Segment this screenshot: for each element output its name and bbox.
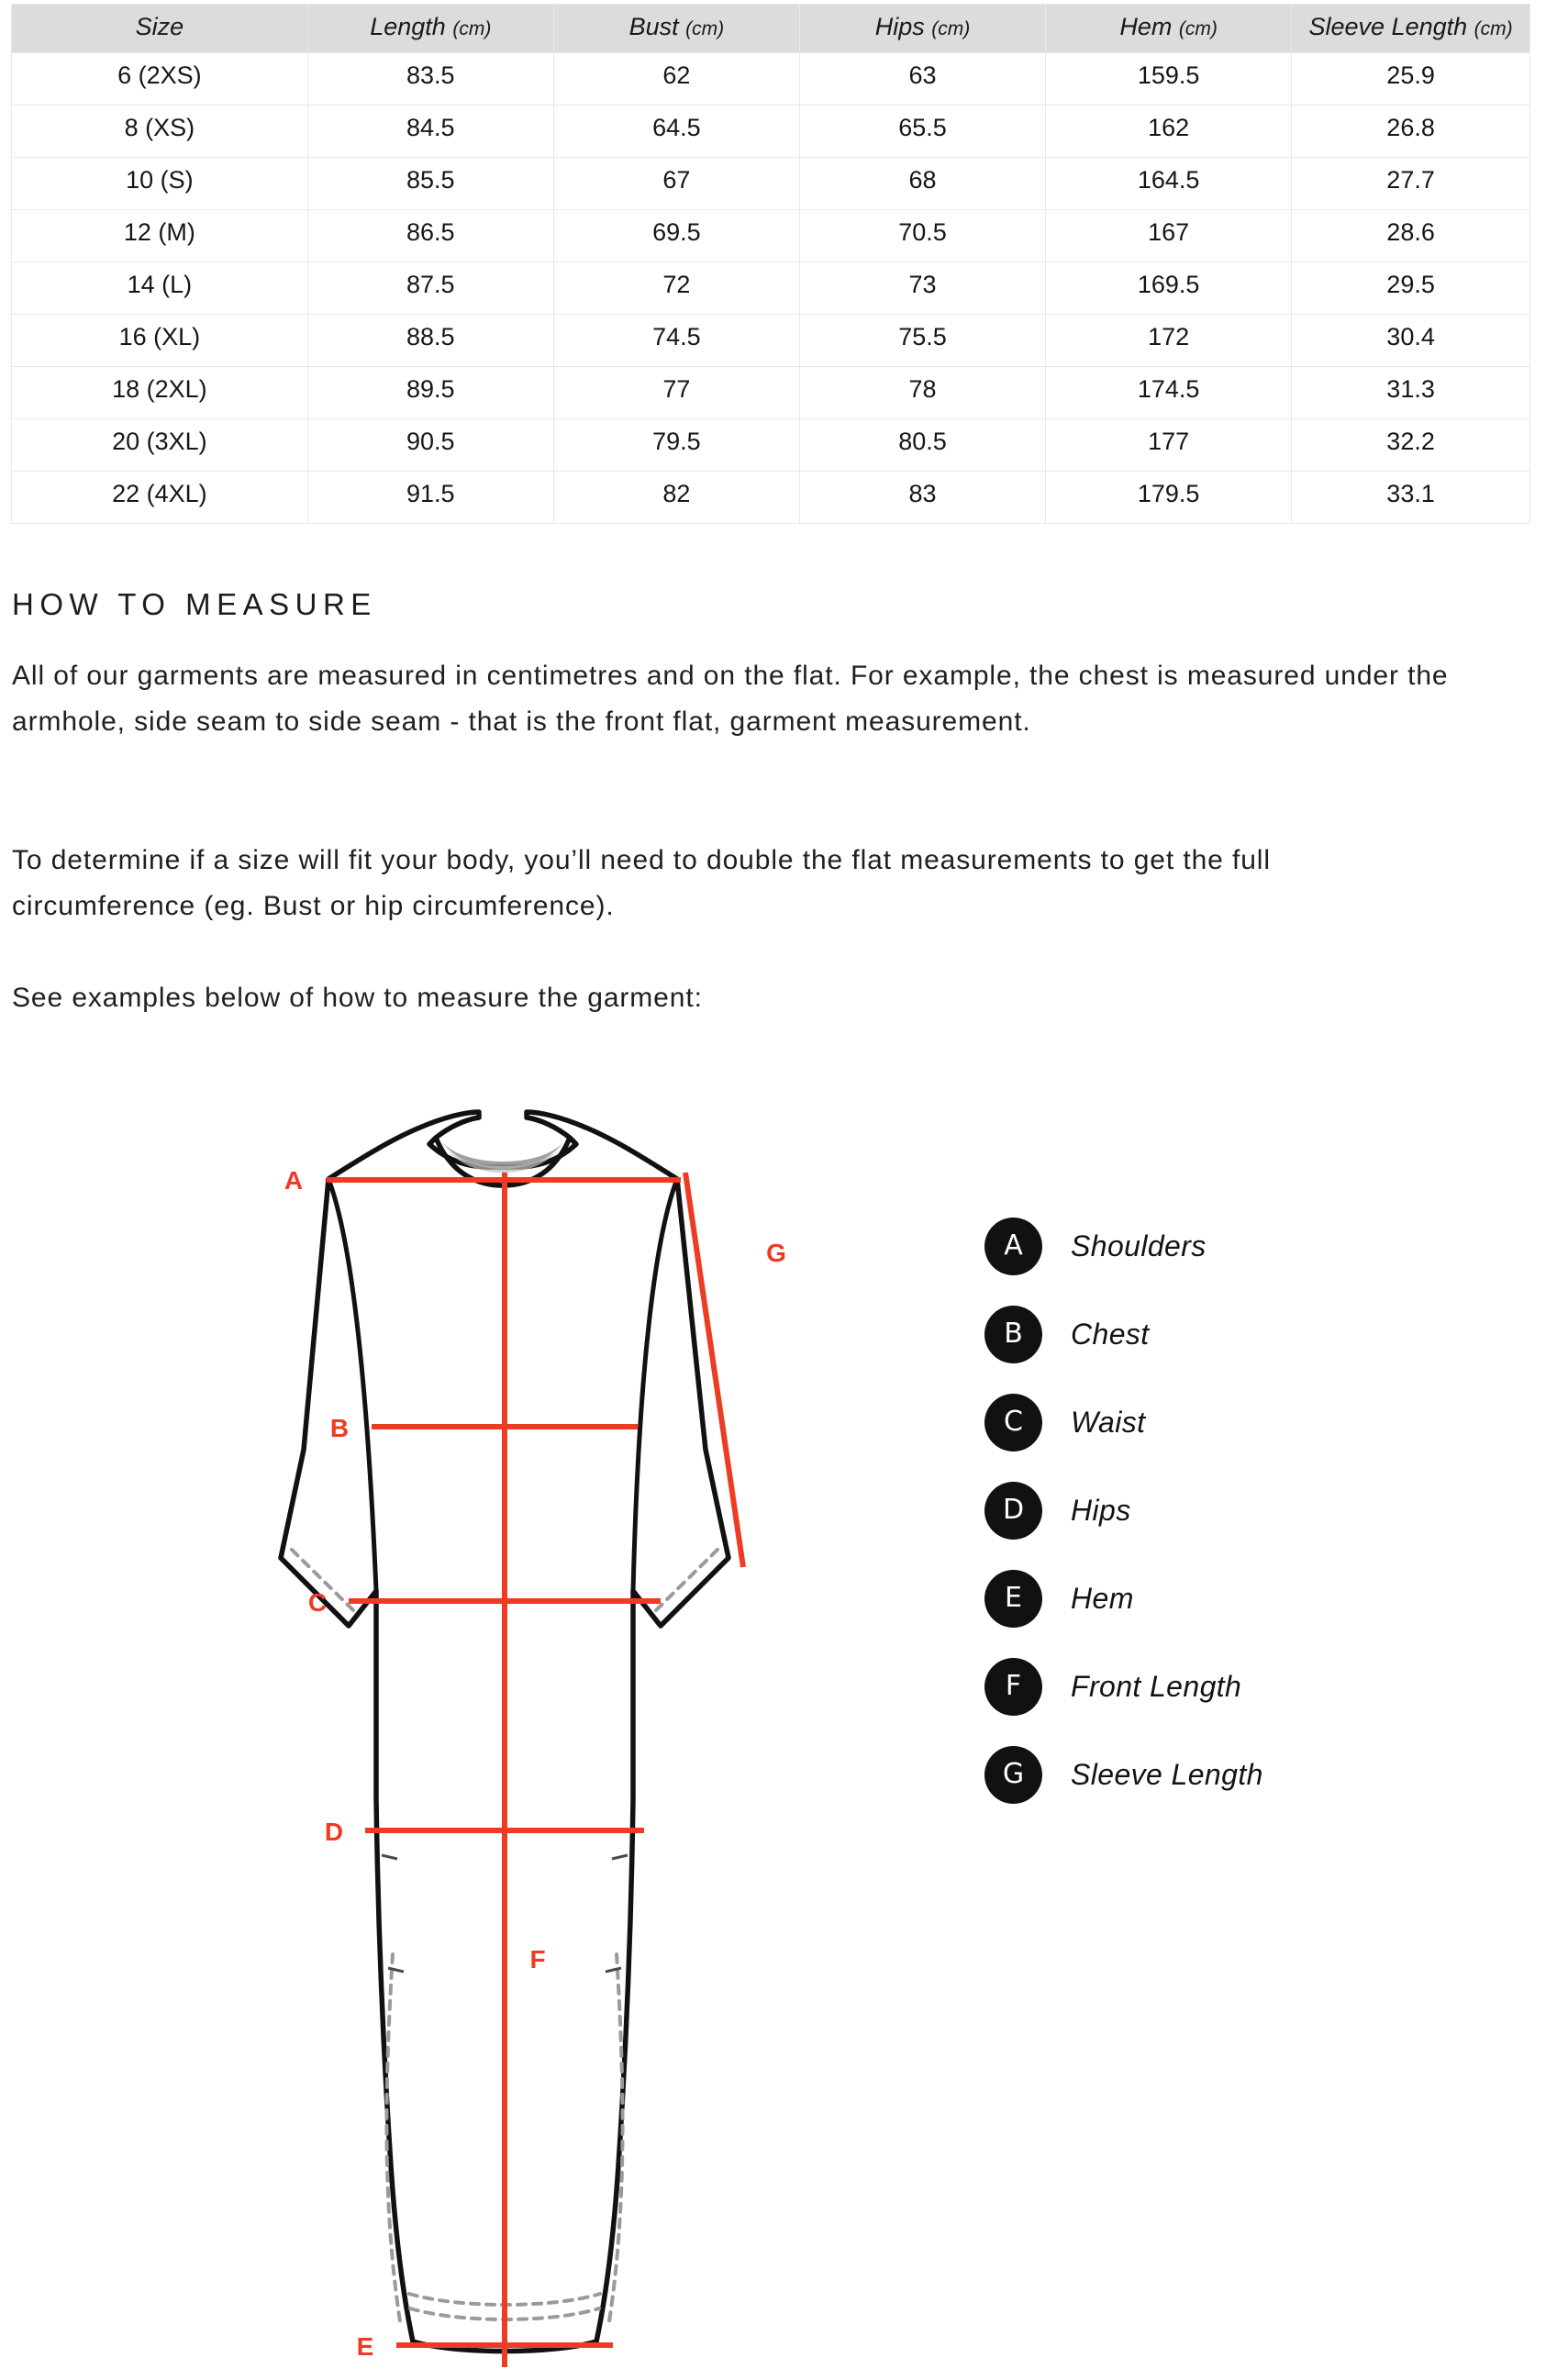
cell-bust: 82 — [553, 472, 799, 524]
cell-hem: 159.5 — [1046, 53, 1292, 106]
table-header-row — [12, 5, 1530, 53]
diagram-marker-b: B — [329, 1414, 350, 1442]
legend-item-chest — [984, 1290, 1498, 1378]
legend-label-d: Hips — [1071, 1493, 1131, 1527]
armhole-seam-right — [633, 1179, 677, 1591]
column-header-sleeve-length — [1292, 5, 1530, 53]
cell-hem: 177 — [1046, 419, 1292, 472]
how-to-measure-paragraph-3: See examples below of how to measure the garment: — [12, 983, 703, 1013]
garment-technical-drawing — [229, 1101, 927, 2380]
legend-badge-d: D — [984, 1482, 1042, 1540]
diagram-marker-a: A — [284, 1166, 304, 1195]
column-header-size-text: Size — [135, 13, 184, 40]
column-header-hem — [1046, 5, 1292, 53]
cell-length: 91.5 — [307, 472, 553, 524]
cell-bust: 72 — [553, 262, 799, 315]
cell-hips: 78 — [799, 367, 1045, 419]
cell-length: 85.5 — [307, 158, 553, 210]
legend-item-shoulders — [984, 1202, 1498, 1290]
cell-hem: 164.5 — [1046, 158, 1292, 210]
cell-hem: 169.5 — [1046, 262, 1292, 315]
column-header-length-text: Length — [370, 13, 446, 40]
size-chart-table-body — [12, 53, 1530, 524]
cell-hem: 167 — [1046, 210, 1292, 262]
legend-badge-f: F — [984, 1658, 1042, 1716]
cell-bust: 74.5 — [553, 315, 799, 367]
column-header-bust-text: Bust — [628, 13, 679, 40]
cell-hips: 73 — [799, 262, 1045, 315]
column-header-sleeve-length-text: Sleeve Length — [1308, 13, 1468, 40]
measurement-legend — [984, 1202, 1498, 1818]
cell-hips: 68 — [799, 158, 1045, 210]
legend-badge-b: B — [984, 1306, 1042, 1363]
legend-item-sleeve-length — [984, 1730, 1498, 1818]
how-to-measure-paragraph-2: To determine if a size will fit your body, you’ll need to double the flat measurements to get the full circumference (eg. Bust or hip circumference). — [12, 845, 1271, 921]
cell-bust: 69.5 — [553, 210, 799, 262]
cell-hips: 75.5 — [799, 315, 1045, 367]
cell-sleeve-length: 30.4 — [1292, 315, 1530, 367]
neckline-shading-soft — [446, 1149, 560, 1173]
legend-badge-g: G — [984, 1746, 1042, 1804]
cell-length: 88.5 — [307, 315, 553, 367]
table-row — [12, 53, 1530, 106]
cell-length: 84.5 — [307, 106, 553, 158]
measure-line-g-sleeve-length — [685, 1173, 743, 1567]
measurement-diagram-area — [0, 1101, 1557, 2380]
legend-badge-a: A — [984, 1218, 1042, 1275]
how-to-measure-paragraph-1: All of our garments are measured in centimetres and on the flat. For example, the chest is measured under the armhole, side seam to side seam - that is the front flat, garment measurement. — [12, 661, 1449, 737]
cell-length: 83.5 — [307, 53, 553, 106]
diagram-marker-d: D — [324, 1818, 344, 1846]
cell-sleeve-length: 33.1 — [1292, 472, 1530, 524]
column-header-length — [307, 5, 553, 53]
column-header-sleeve-length-unit: (cm) — [1474, 18, 1513, 39]
legend-label-g: Sleeve Length — [1071, 1757, 1263, 1791]
cell-hips: 70.5 — [799, 210, 1045, 262]
diagram-marker-c: C — [307, 1588, 328, 1617]
legend-item-hips — [984, 1466, 1498, 1554]
cell-size: 6 (2XS) — [12, 53, 308, 106]
cell-sleeve-length: 29.5 — [1292, 262, 1530, 315]
column-header-hem-text: Hem — [1119, 13, 1173, 40]
column-header-hem-unit: (cm) — [1178, 18, 1218, 39]
cell-bust: 77 — [553, 367, 799, 419]
cell-sleeve-length: 27.7 — [1292, 158, 1530, 210]
legend-badge-e: E — [984, 1570, 1042, 1628]
column-header-bust-unit: (cm) — [685, 18, 725, 39]
cell-bust: 67 — [553, 158, 799, 210]
legend-item-hem — [984, 1554, 1498, 1642]
cell-hem: 174.5 — [1046, 367, 1292, 419]
table-row — [12, 419, 1530, 472]
cell-bust: 79.5 — [553, 419, 799, 472]
cell-hips: 63 — [799, 53, 1045, 106]
cell-sleeve-length: 28.6 — [1292, 210, 1530, 262]
cell-bust: 62 — [553, 53, 799, 106]
table-row — [12, 367, 1530, 419]
cell-size: 8 (XS) — [12, 106, 308, 158]
cell-sleeve-length: 31.3 — [1292, 367, 1530, 419]
armhole-seam-left — [328, 1179, 376, 1591]
column-header-hips-text: Hips — [874, 13, 925, 40]
column-header-length-unit: (cm) — [452, 18, 492, 39]
table-row — [12, 262, 1530, 315]
cell-length: 87.5 — [307, 262, 553, 315]
diagram-marker-g: G — [766, 1239, 786, 1267]
diagram-marker-f: F — [529, 1945, 546, 1974]
cell-hem: 179.5 — [1046, 472, 1292, 524]
legend-item-front-length — [984, 1642, 1498, 1730]
cell-hem: 172 — [1046, 315, 1292, 367]
cell-hips: 80.5 — [799, 419, 1045, 472]
cell-sleeve-length: 32.2 — [1292, 419, 1530, 472]
legend-badge-c: C — [984, 1394, 1042, 1451]
legend-label-f: Front Length — [1071, 1669, 1242, 1703]
legend-label-c: Waist — [1071, 1405, 1146, 1439]
cell-hips: 65.5 — [799, 106, 1045, 158]
cell-size: 12 (M) — [12, 210, 308, 262]
column-header-size — [12, 5, 308, 53]
table-row — [12, 472, 1530, 524]
cell-hem: 162 — [1046, 106, 1292, 158]
column-header-hips-unit: (cm) — [931, 18, 971, 39]
table-row — [12, 315, 1530, 367]
legend-label-e: Hem — [1071, 1581, 1134, 1615]
cell-length: 89.5 — [307, 367, 553, 419]
cell-size: 16 (XL) — [12, 315, 308, 367]
cell-size: 22 (4XL) — [12, 472, 308, 524]
table-row — [12, 158, 1530, 210]
cell-length: 86.5 — [307, 210, 553, 262]
size-chart-table — [11, 4, 1530, 524]
legend-item-waist — [984, 1378, 1498, 1466]
column-header-hips — [799, 5, 1045, 53]
table-row — [12, 210, 1530, 262]
cell-size: 10 (S) — [12, 158, 308, 210]
how-to-measure-heading: HOW TO MEASURE — [12, 587, 377, 621]
notch-left-upper — [382, 1855, 397, 1859]
diagram-marker-e: E — [356, 2332, 374, 2361]
cell-sleeve-length: 25.9 — [1292, 53, 1530, 106]
column-header-bust — [553, 5, 799, 53]
table-row — [12, 106, 1530, 158]
cell-length: 90.5 — [307, 419, 553, 472]
cell-size: 14 (L) — [12, 262, 308, 315]
cell-sleeve-length: 26.8 — [1292, 106, 1530, 158]
cell-size: 18 (2XL) — [12, 367, 308, 419]
legend-label-b: Chest — [1071, 1317, 1150, 1351]
cell-hips: 83 — [799, 472, 1045, 524]
cell-size: 20 (3XL) — [12, 419, 308, 472]
legend-label-a: Shoulders — [1071, 1229, 1207, 1262]
size-chart-table-container — [11, 4, 1530, 524]
cell-bust: 64.5 — [553, 106, 799, 158]
notch-right-upper — [612, 1855, 628, 1859]
